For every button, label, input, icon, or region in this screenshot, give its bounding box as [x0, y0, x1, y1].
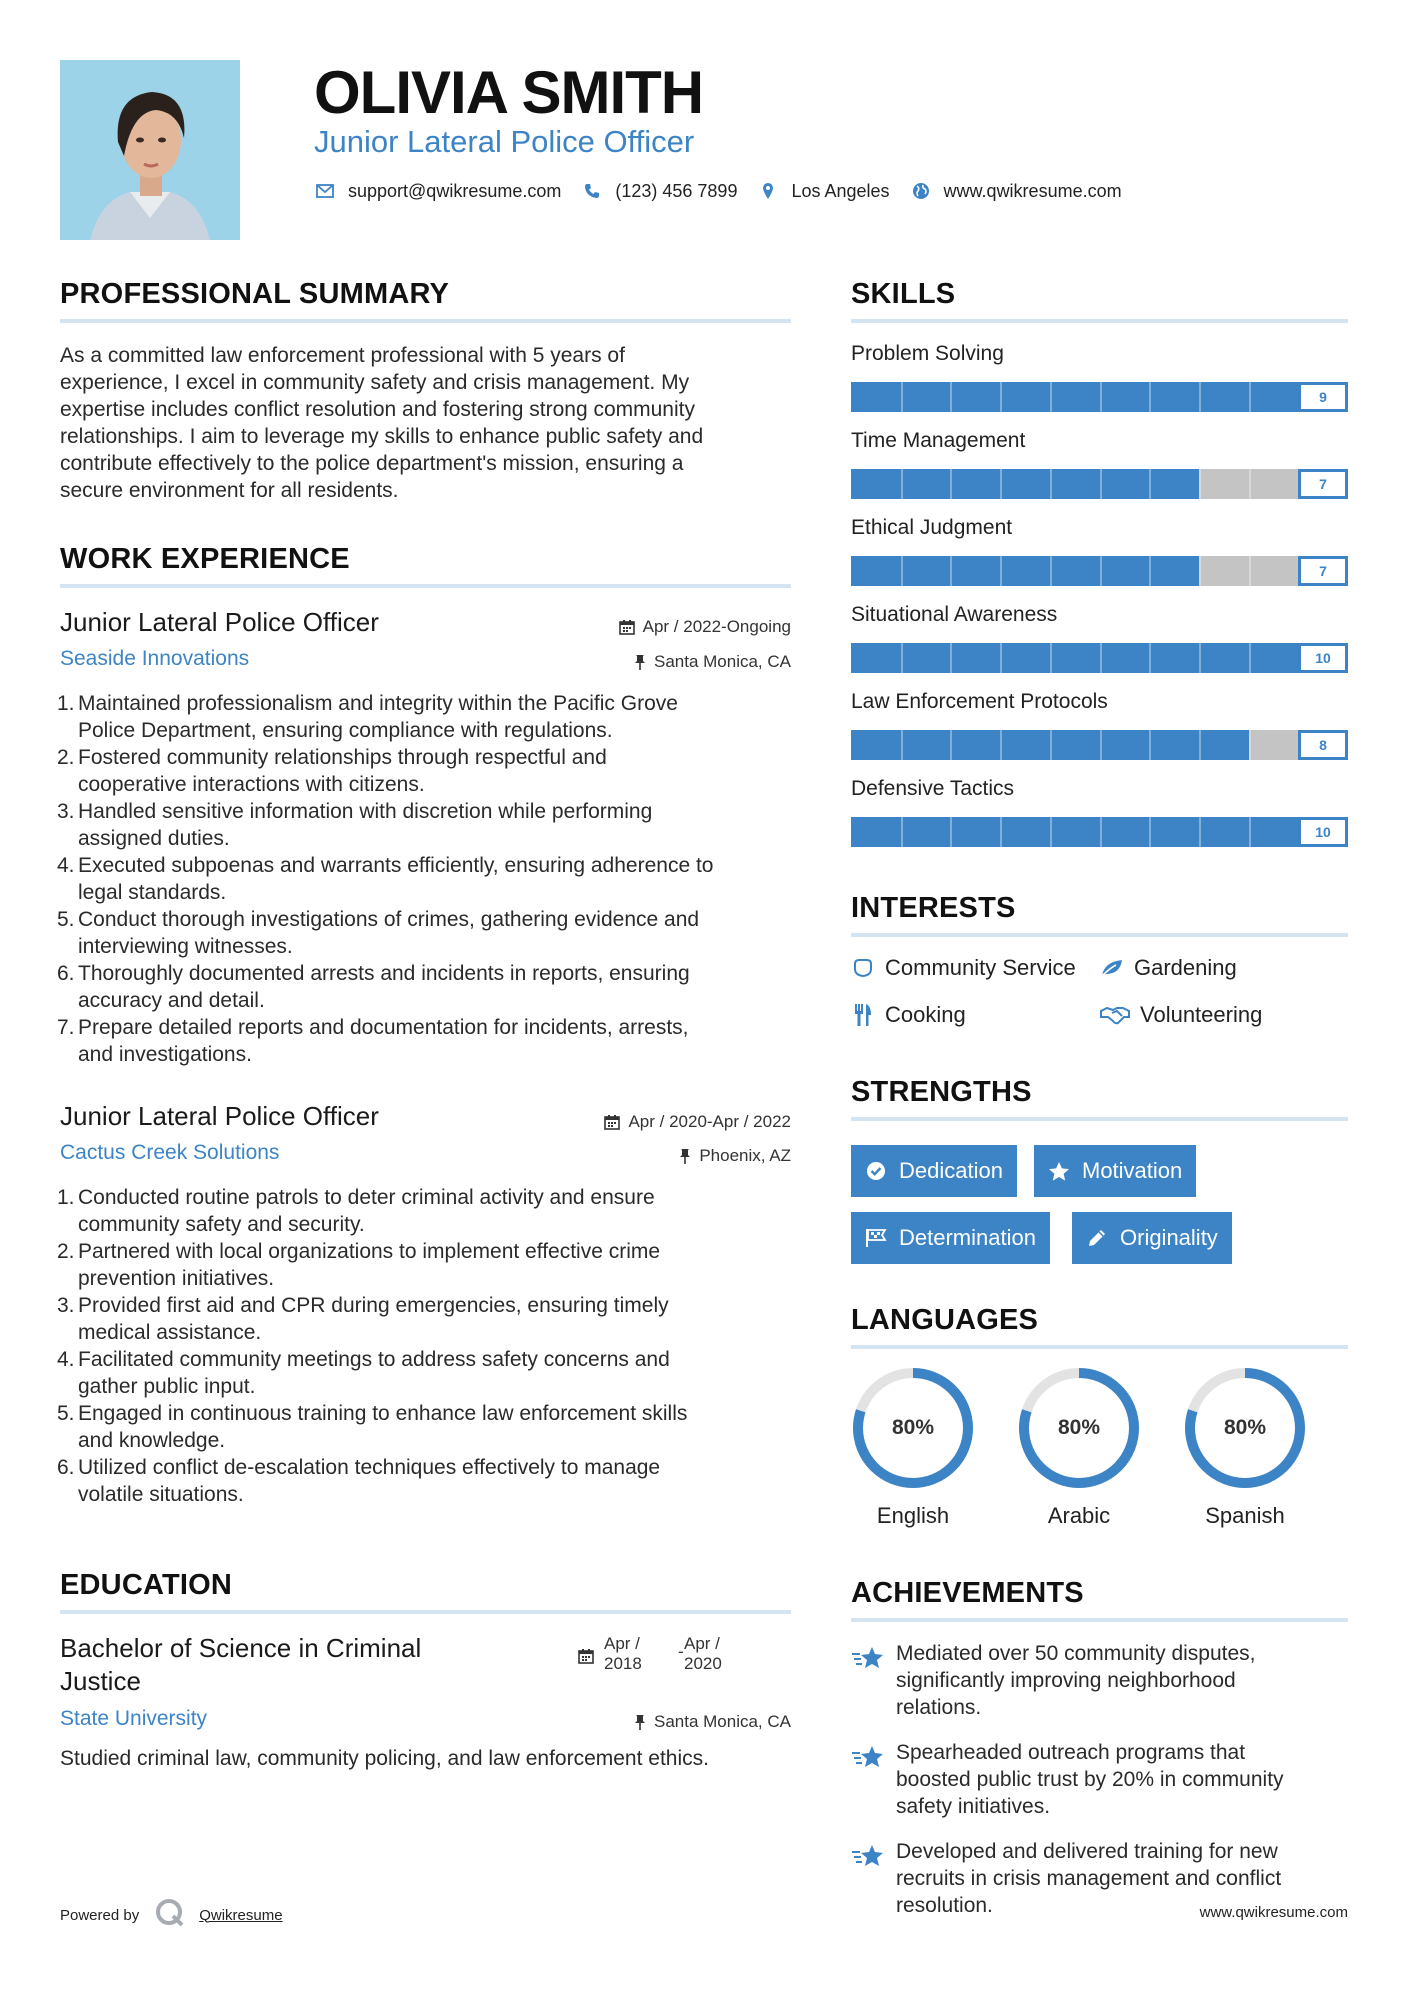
item-line: medical assistance. — [78, 1321, 262, 1344]
skill-bar-segment — [901, 643, 903, 673]
item-line: Fostered community relationships through respectful and — [78, 746, 607, 769]
item-number: 3. — [57, 1294, 75, 1317]
skill-bar-segment — [1050, 730, 1052, 760]
skill-bar-segment — [1149, 556, 1151, 586]
summary-line: secure environment for all residents. — [60, 479, 399, 502]
skill-bar-segment — [1199, 556, 1201, 586]
skill-bar-segment — [1199, 382, 1201, 412]
skill-bar-segment — [1000, 556, 1002, 586]
achievement-item — [896, 1640, 1356, 1721]
skill-bar-segment — [1050, 556, 1052, 586]
list-item — [57, 1454, 800, 1508]
skill-level-badge: 7 — [1298, 469, 1348, 499]
list-item — [57, 1400, 800, 1454]
skill-bar-segment — [1149, 817, 1151, 847]
strength-tag — [1072, 1212, 1232, 1264]
list-item — [57, 798, 800, 852]
skill-bar-segment — [901, 469, 903, 499]
job-duties-list — [57, 690, 800, 1068]
interest-item — [851, 1001, 966, 1029]
skills-heading: SKILLS — [851, 278, 956, 310]
item-number: 6. — [57, 1456, 75, 1479]
item-line: Engaged in continuous training to enhance law enforcement skills — [78, 1402, 688, 1425]
skill-name: Situational Awareness — [851, 603, 1058, 626]
job-title: Junior Lateral Police Officer — [60, 607, 379, 637]
achievement-line: significantly improving neighborhood — [896, 1669, 1236, 1692]
list-item — [57, 1292, 800, 1346]
language-donut — [851, 1366, 975, 1490]
pushpin-icon — [634, 654, 646, 670]
job-company: Cactus Creek Solutions — [60, 1141, 280, 1164]
candidate-role: Junior Lateral Police Officer — [314, 124, 695, 159]
skill-bar-segment — [1149, 643, 1151, 673]
skill-bar-segment — [950, 817, 952, 847]
interest-label: Gardening — [1134, 955, 1237, 980]
skill-bar-segment — [1199, 817, 1201, 847]
skill-bar — [851, 817, 1348, 847]
achievements-heading: ACHIEVEMENTS — [851, 1577, 1084, 1609]
strength-tag — [851, 1145, 1017, 1197]
item-number: 4. — [57, 1348, 75, 1371]
shooting-star-icon — [851, 1743, 885, 1773]
item-number: 5. — [57, 1402, 75, 1425]
education-dates — [578, 1634, 744, 1674]
list-item — [57, 690, 800, 744]
summary-rule — [60, 319, 791, 323]
skill-bar-segment — [1100, 382, 1102, 412]
skill-bar-segment — [1249, 817, 1251, 847]
achievement-line: Mediated over 50 community disputes, — [896, 1642, 1256, 1665]
skill-level-badge: 9 — [1298, 382, 1348, 412]
job-company: Seaside Innovations — [60, 647, 250, 670]
job-dates-text: Apr / 2020-Apr / 2022 — [628, 1112, 791, 1131]
strength-label: Motivation — [1082, 1158, 1183, 1183]
education-description: Studied criminal law, community policing, and law enforcement ethics. — [60, 1747, 709, 1770]
item-line: Utilized conflict de-escalation techniques effectively to manage — [78, 1456, 661, 1479]
phone-icon — [581, 180, 603, 202]
interest-label: Community Service — [885, 955, 1076, 980]
skill-bar-segment — [901, 817, 903, 847]
interest-item — [1100, 954, 1237, 982]
item-line: Maintained professionalism and integrity within the Pacific Grove — [78, 692, 678, 715]
calendar-icon — [578, 1648, 594, 1664]
item-number: 4. — [57, 854, 75, 877]
skill-bar — [851, 730, 1348, 760]
strength-tag — [1034, 1145, 1196, 1197]
item-line: prevention initiatives. — [78, 1267, 275, 1290]
skill-bar-segment — [1000, 382, 1002, 412]
leaf-icon — [1100, 956, 1124, 980]
skill-bar-segment — [950, 469, 952, 499]
strength-tag — [851, 1212, 1050, 1264]
skill-bar-segment — [1249, 469, 1251, 499]
language-percent: 80% — [1057, 1416, 1101, 1439]
qwikresume-logo-icon — [155, 1898, 185, 1932]
skill-bar-segment — [1000, 730, 1002, 760]
list-item — [57, 1238, 800, 1292]
item-number: 1. — [57, 692, 75, 715]
pencil-icon — [1086, 1227, 1108, 1249]
item-line: Executed subpoenas and warrants efficiently, ensuring adherence to — [78, 854, 714, 877]
summary-line: contribute effectively to the police department's mission, ensuring a — [60, 452, 684, 475]
skill-bar-segment — [1000, 817, 1002, 847]
skill-bar-segment — [950, 730, 952, 760]
skill-level-badge: 10 — [1298, 643, 1348, 673]
pushpin-icon — [634, 1714, 646, 1730]
job-location-text: Santa Monica, CA — [653, 652, 791, 671]
achievement-line: boosted public trust by 20% in community — [896, 1768, 1284, 1791]
achievement-item — [896, 1739, 1356, 1820]
skill-bar-segment — [1249, 556, 1251, 586]
list-item — [57, 744, 800, 798]
language-donut — [1017, 1366, 1141, 1490]
candidate-name: OLIVIA SMITH — [314, 59, 704, 126]
skill-bar-segment — [901, 556, 903, 586]
achievement-line: recruits in crisis management and conflict — [896, 1867, 1282, 1890]
skill-bar-segment — [1100, 643, 1102, 673]
envelope-icon — [314, 180, 336, 202]
education-heading: EDUCATION — [60, 1569, 233, 1601]
item-line: legal standards. — [78, 881, 227, 904]
calendar-icon — [604, 1114, 620, 1130]
interests-rule — [851, 933, 1348, 937]
calendar-icon — [619, 619, 635, 635]
brand-link[interactable]: Qwikresume — [199, 1906, 283, 1924]
skill-bar-segment — [1249, 730, 1251, 760]
language-percent: 80% — [1223, 1416, 1267, 1439]
skill-bar — [851, 556, 1348, 586]
job-location — [460, 1145, 791, 1167]
item-line: and investigations. — [78, 1043, 252, 1066]
skill-bar-segment — [1149, 469, 1151, 499]
date-line: Apr / — [684, 1634, 720, 1653]
skill-bar-segment — [1149, 382, 1151, 412]
contact-website[interactable]: www.qwikresume.com — [943, 180, 1122, 201]
globe-icon — [910, 180, 932, 202]
summary-line: experience, I excel in community safety and crisis management. My — [60, 371, 690, 394]
language-name: Spanish — [1205, 1503, 1285, 1528]
hand-heart-icon — [851, 956, 875, 980]
list-item — [57, 1014, 800, 1068]
skill-bar-segment — [1050, 817, 1052, 847]
skill-bar-segment — [901, 730, 903, 760]
education-rule — [60, 1610, 791, 1614]
item-line: Provided first aid and CPR during emergencies, ensuring timely — [78, 1294, 669, 1317]
skill-bar-segment — [1050, 643, 1052, 673]
item-number: 6. — [57, 962, 75, 985]
interest-label: Cooking — [885, 1002, 966, 1027]
skill-bar-fill — [851, 556, 1199, 586]
summary-line: expertise includes conflict resolution and fostering strong community — [60, 398, 695, 421]
item-line: volatile situations. — [78, 1483, 244, 1506]
pushpin-icon — [679, 1148, 691, 1164]
language-percent: 80% — [891, 1416, 935, 1439]
skill-bar — [851, 382, 1348, 412]
interests-heading: INTERESTS — [851, 892, 1016, 924]
skill-level-badge: 8 — [1298, 730, 1348, 760]
strengths-heading: STRENGTHS — [851, 1076, 1032, 1108]
skill-bar-segment — [1100, 817, 1102, 847]
degree-title — [60, 1632, 480, 1698]
item-line: cooperative interactions with citizens. — [78, 773, 425, 796]
shooting-star-icon — [851, 1842, 885, 1872]
summary-heading: PROFESSIONAL SUMMARY — [60, 278, 450, 310]
skill-bar-segment — [1249, 382, 1251, 412]
footer-powered-by — [60, 1898, 283, 1932]
item-number: 1. — [57, 1186, 75, 1209]
achievement-line: Developed and delivered training for new — [896, 1840, 1278, 1863]
language-name: English — [876, 1503, 950, 1528]
item-line: gather public input. — [78, 1375, 256, 1398]
education-end — [684, 1634, 744, 1674]
skill-bar — [851, 643, 1348, 673]
language-name: Arabic — [1047, 1503, 1111, 1528]
profile-photo — [60, 60, 240, 240]
skill-name: Time Management — [851, 429, 1026, 452]
star-icon — [1048, 1160, 1070, 1182]
achievements-rule — [851, 1618, 1348, 1622]
contact-email[interactable]: support@qwikresume.com — [348, 180, 562, 201]
interest-item — [1100, 1001, 1262, 1029]
skill-bar-segment — [950, 556, 952, 586]
date-line: 2018 — [604, 1654, 642, 1673]
summary-line: relationships. I aim to leverage my skills to enhance public safety and — [60, 425, 704, 448]
skill-bar-segment — [1199, 469, 1201, 499]
skill-bar-segment — [1199, 643, 1201, 673]
skills-rule — [851, 319, 1348, 323]
achievement-line: safety initiatives. — [896, 1795, 1051, 1818]
item-line: Facilitated community meetings to address safety concerns and — [78, 1348, 670, 1371]
item-line: Handled sensitive information with discretion while performing — [78, 800, 653, 823]
item-number: 5. — [57, 908, 75, 931]
item-line: community safety and security. — [78, 1213, 365, 1236]
item-number: 3. — [57, 800, 75, 823]
item-line: assigned duties. — [78, 827, 230, 850]
skill-name: Law Enforcement Protocols — [851, 690, 1108, 713]
skill-bar-segment — [1000, 469, 1002, 499]
experience-rule — [60, 584, 791, 588]
item-number: 7. — [57, 1016, 75, 1039]
skill-bar-fill — [851, 469, 1199, 499]
item-line: Conduct thorough investigations of crimes, gathering evidence and — [78, 908, 700, 931]
school-name: State University — [60, 1707, 208, 1730]
language-donut — [1183, 1366, 1307, 1490]
education-location — [460, 1711, 791, 1733]
languages-heading: LANGUAGES — [851, 1304, 1039, 1336]
item-number: 2. — [57, 746, 75, 769]
item-line: Police Department, ensuring compliance with regulations. — [78, 719, 613, 742]
list-item — [57, 906, 800, 960]
strength-label: Dedication — [899, 1158, 1003, 1183]
skill-bar-segment — [1050, 382, 1052, 412]
list-item — [57, 1184, 800, 1238]
job-dates — [460, 616, 791, 638]
strength-label: Determination — [899, 1225, 1036, 1250]
education-start — [604, 1634, 678, 1674]
powered-by-text: Powered by — [60, 1906, 140, 1924]
skill-bar-segment — [1100, 730, 1102, 760]
summary-line: As a committed law enforcement professional with 5 years of — [60, 344, 625, 367]
skill-name: Ethical Judgment — [851, 516, 1013, 539]
contact-phone[interactable]: (123) 456 7899 — [615, 180, 738, 201]
date-dash: - — [678, 1642, 684, 1661]
job-location — [460, 651, 791, 673]
skill-name: Defensive Tactics — [851, 777, 1015, 800]
achievement-line: relations. — [896, 1696, 982, 1719]
date-line: Apr / — [604, 1634, 640, 1653]
item-number: 2. — [57, 1240, 75, 1263]
skill-bar-segment — [1100, 556, 1102, 586]
item-line: Thoroughly documented arrests and incidents in reports, ensuring — [78, 962, 690, 985]
skill-bar-segment — [1100, 469, 1102, 499]
strength-label: Originality — [1120, 1225, 1218, 1250]
skill-bar-segment — [950, 382, 952, 412]
skill-bar-segment — [1050, 469, 1052, 499]
achievement-line: resolution. — [896, 1894, 993, 1917]
flag-icon — [865, 1227, 887, 1249]
job-duties-list — [57, 1184, 800, 1508]
job-title: Junior Lateral Police Officer — [60, 1101, 379, 1131]
strengths-rule — [851, 1117, 1348, 1121]
contact-location: Los Angeles — [791, 180, 890, 201]
skill-bar-segment — [1000, 643, 1002, 673]
job-location-text: Phoenix, AZ — [699, 1146, 791, 1165]
footer-website[interactable]: www.qwikresume.com — [1199, 1904, 1348, 1921]
skill-bar-segment — [901, 382, 903, 412]
shooting-star-icon — [851, 1644, 885, 1674]
experience-heading: WORK EXPERIENCE — [60, 543, 350, 575]
achievement-line: Spearheaded outreach programs that — [896, 1741, 1246, 1764]
item-line: Conducted routine patrols to deter criminal activity and ensure — [78, 1186, 655, 1209]
map-pin-icon — [757, 180, 779, 202]
skill-level-badge: 7 — [1298, 556, 1348, 586]
list-item — [57, 852, 800, 906]
check-circle-icon — [865, 1160, 887, 1182]
skill-level-badge: 10 — [1298, 817, 1348, 847]
item-line: Prepare detailed reports and documentation for incidents, arrests, — [78, 1016, 689, 1039]
skill-bar-segment — [1149, 730, 1151, 760]
utensils-icon — [851, 1003, 875, 1027]
item-line: accuracy and detail. — [78, 989, 265, 1012]
item-line: Partnered with local organizations to implement effective crime — [78, 1240, 661, 1263]
degree-line: Bachelor of Science in Criminal — [60, 1633, 422, 1663]
list-item — [57, 1346, 800, 1400]
list-item — [57, 960, 800, 1014]
degree-line: Justice — [60, 1666, 141, 1696]
skill-bar-segment — [950, 643, 952, 673]
education-location-text: Santa Monica, CA — [653, 1712, 791, 1731]
interest-label: Volunteering — [1140, 1002, 1263, 1027]
skill-bar — [851, 469, 1348, 499]
handshake-icon — [1100, 1003, 1130, 1027]
item-line: and knowledge. — [78, 1429, 226, 1452]
skill-bar-segment — [1249, 643, 1251, 673]
contact-bar — [314, 176, 1142, 206]
date-line: 2020 — [684, 1654, 722, 1673]
summary-text — [60, 342, 800, 504]
skill-bar-fill — [851, 382, 1298, 412]
skill-name: Problem Solving — [851, 342, 1004, 365]
job-dates-text: Apr / 2022-Ongoing — [642, 617, 791, 636]
interest-item — [851, 954, 1076, 982]
skill-bar-segment — [1199, 730, 1201, 760]
languages-rule — [851, 1345, 1348, 1349]
item-line: interviewing witnesses. — [78, 935, 293, 958]
job-dates — [460, 1111, 791, 1133]
